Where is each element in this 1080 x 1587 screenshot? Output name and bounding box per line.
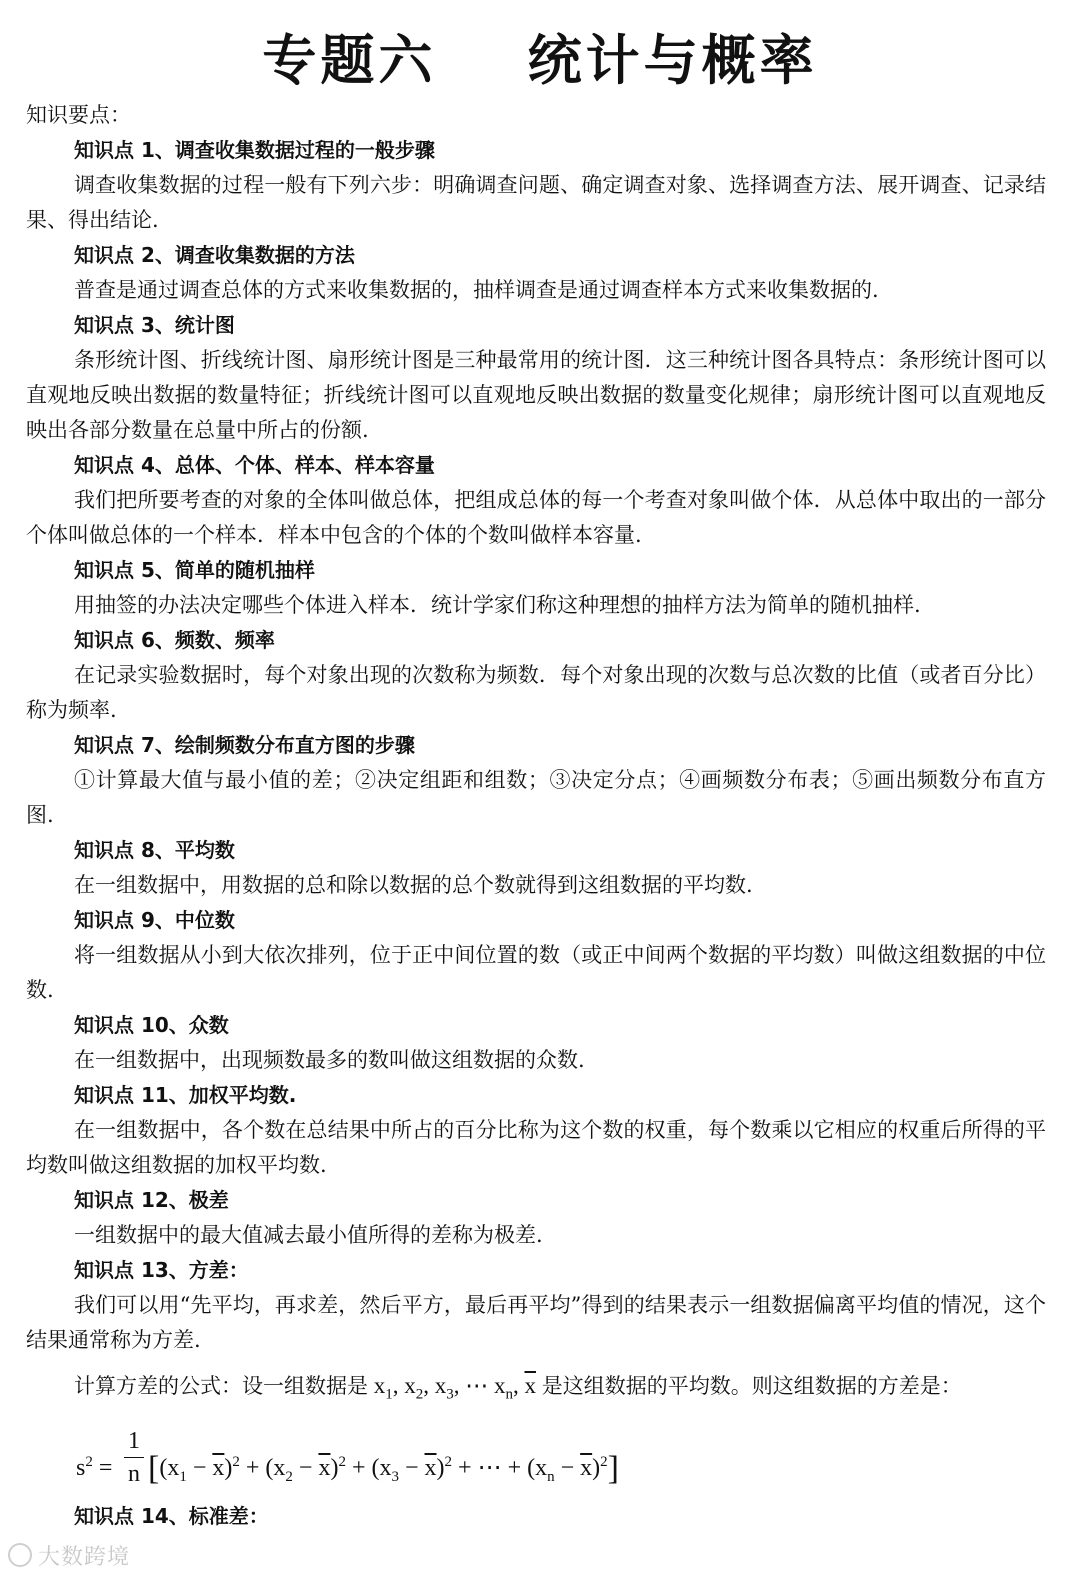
section-heading-5: 知识点 5、简单的随机抽样 bbox=[74, 558, 315, 582]
formula-lhs-symbol: s bbox=[76, 1454, 86, 1481]
section-text-7: ①计算最大值与最小值的差；②决定组距和组数；③决定分点；④画频数分布表；⑤画出频数分布直方图. bbox=[26, 768, 1046, 827]
section-heading-14: 知识点 14、标准差： bbox=[74, 1503, 269, 1528]
variance-formula bbox=[76, 1427, 1046, 1493]
section-text-4: 我们把所要考查的对象的全体叫做总体，把组成总体的每一个考查对象叫做个体．从总体中取出的一部分个体叫做总体的一个样本．样本中包含的个体的个数叫做样本容量. bbox=[26, 488, 1046, 547]
watermark-logo-icon bbox=[8, 1543, 32, 1567]
section-text-12: 一组数据中的最大值减去最小值所得的差称为极差. bbox=[74, 1223, 543, 1247]
fraction-numerator: 1 bbox=[128, 1427, 140, 1454]
variance-formula-intro bbox=[26, 1368, 1046, 1413]
lead-label: 知识要点： bbox=[26, 103, 131, 127]
section-heading-9: 知识点 9、中位数 bbox=[74, 908, 235, 932]
section-heading-7: 知识点 7、绘制频数分布直方图的步骤 bbox=[74, 733, 415, 757]
section-heading-11: 知识点 11、加权平均数. bbox=[74, 1083, 297, 1107]
section-heading-13: 知识点 13、方差： bbox=[74, 1258, 249, 1282]
fraction-denominator: n bbox=[128, 1460, 140, 1487]
section-heading-12: 知识点 12、极差 bbox=[74, 1188, 229, 1212]
formula-intro-suffix: 是这组数据的平均数。则这组数据的方差是： bbox=[541, 1374, 962, 1398]
document-body bbox=[26, 98, 1046, 1534]
section-text-8: 在一组数据中，用数据的总和除以数据的总个数就得到这组数据的平均数. bbox=[74, 873, 753, 897]
section-heading-6: 知识点 6、频数、频率 bbox=[74, 628, 275, 652]
fraction-bar bbox=[124, 1457, 144, 1458]
formula-intro-prefix: 计算方差的公式：设一组数据是 bbox=[74, 1374, 368, 1398]
section-heading-4: 知识点 4、总体、个体、样本、样本容量 bbox=[74, 453, 435, 477]
section-heading-2: 知识点 2、调查收集数据的方法 bbox=[74, 243, 355, 267]
section-heading-10: 知识点 10、众数 bbox=[74, 1013, 229, 1037]
section-heading-3: 知识点 3、统计图 bbox=[74, 313, 235, 337]
page-title: 专题六 统计与概率 bbox=[262, 29, 818, 92]
watermark bbox=[8, 1540, 130, 1571]
section-text-13: 我们可以用“先平均，再求差，然后平方，最后再平均”得到的结果表示一组数据偏离平均值的情况，这个结果通常称为方差. bbox=[26, 1293, 1046, 1352]
section-text-2: 普查是通过调查总体的方式来收集数据的，抽样调查是通过调查样本方式来收集数据的. bbox=[74, 278, 879, 302]
section-text-1: 调查收集数据的过程一般有下列六步：明确调查问题、确定调查对象、选择调查方法、展开调查、记录结果、得出结论. bbox=[26, 173, 1046, 232]
section-heading-1: 知识点 1、调查收集数据过程的一般步骤 bbox=[74, 138, 435, 162]
data-sequence: $x_1$, $x_2$, $x_3$, ⋯ $x_n$, $\overline{x}$ bbox=[368, 1373, 536, 1403]
knowledge-sections bbox=[26, 133, 1046, 1358]
watermark-text: 大数跨境 bbox=[38, 1545, 131, 1570]
formula-fraction bbox=[124, 1427, 144, 1488]
formula-lhs: $s^2$ = bbox=[76, 1453, 113, 1481]
section-text-10: 在一组数据中，出现频数最多的数叫做这组数据的众数. bbox=[74, 1048, 585, 1072]
section-text-6: 在记录实验数据时，每个对象出现的次数称为频数．每个对象出现的次数与总次数的比值（或者百分比）称为频率. bbox=[26, 663, 1046, 722]
section-text-11: 在一组数据中，各个数在总结果中所占的百分比称为这个数的权重，每个数乘以它相应的权重后所得的平均数叫做这组数据的加权平均数. bbox=[26, 1118, 1046, 1177]
section-text-5: 用抽签的办法决定哪些个体进入样本．统计学家们称这种理想的抽样方法为简单的随机抽样. bbox=[74, 593, 921, 617]
section-heading-8: 知识点 8、平均数 bbox=[74, 838, 235, 862]
section-text-9: 将一组数据从小到大依次排列，位于正中间位置的数（或正中间两个数据的平均数）叫做这组数据的中位数. bbox=[26, 943, 1046, 1002]
section-text-3: 条形统计图、折线统计图、扇形统计图是三种最常用的统计图．这三种统计图各具特点：条形统计图可以直观地反映出数据的数量特征；折线统计图可以直观地反映出数据的数量变化规律；扇形统计图可以直观地反映出各部分数量在总量中所占的份额. bbox=[26, 348, 1046, 442]
formula-body: [$(x_1 - \overline{x})^2 + (x_2 - \overline{x})^2 + (x_3 - \overline{x})^2$ + ⋯ + $(x_n - \overline{x})^2$] bbox=[148, 1449, 619, 1487]
